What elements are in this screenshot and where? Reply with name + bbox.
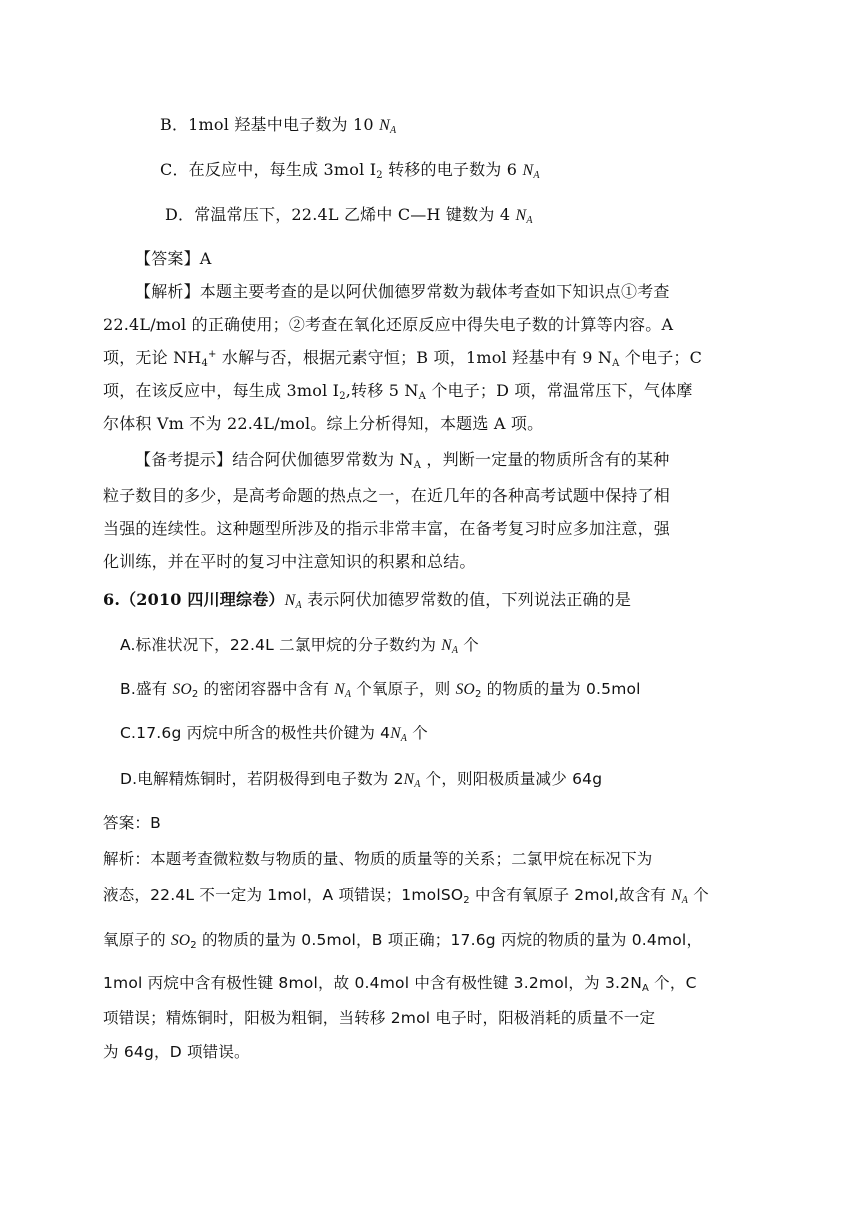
question-6-option-c	[120, 721, 428, 746]
formula-symbol: SO	[170, 932, 191, 949]
analysis-paragraph-line	[103, 412, 543, 436]
analysis-paragraph-line	[103, 313, 673, 337]
exam-tip-line	[135, 448, 669, 472]
avogadro-symbol: N	[284, 592, 296, 609]
text-segment: 个，则阳极质量减少 64g	[420, 770, 603, 788]
avogadro-symbol: N	[403, 771, 415, 788]
subscript: A	[400, 733, 408, 744]
question-6-option-a	[120, 633, 479, 658]
subscript: 2	[376, 170, 383, 181]
subscript: 2	[190, 940, 197, 951]
text-segment: 【答案】A	[135, 249, 212, 268]
text-segment: A.标准状况下，22.4L 二氯甲烷的分子数约为	[120, 636, 442, 654]
subscript: A	[414, 779, 421, 790]
avogadro-symbol: N	[334, 681, 345, 698]
text-segment: 尔体积 Vm 不为 22.4L/mol。综上分析得知，本题选 A 项。	[103, 414, 544, 433]
subscript: 2	[463, 895, 470, 906]
text-segment: 答案：B	[103, 814, 161, 832]
text-segment: 解析：本题考查微粒数与物质的量、物质的质量等的关系；二氯甲烷在标况下为	[103, 850, 653, 868]
question-6-analysis-line	[103, 883, 709, 908]
subscript: A	[681, 895, 689, 906]
text-segment: C.17.6g 丙烷中所含的极性共价键为 4	[120, 724, 391, 742]
analysis-paragraph-line	[103, 346, 702, 370]
text-segment: 个	[688, 886, 709, 904]
text-segment: 个	[458, 636, 479, 654]
question-6-answer	[103, 811, 161, 835]
text-segment: 当强的连续性。这种题型所涉及的指示非常丰富，在备考复习时应多加注意，强	[103, 519, 671, 538]
answer-label	[135, 247, 212, 271]
analysis-paragraph-line	[135, 280, 670, 304]
question-6-analysis-line	[103, 928, 702, 953]
text-segment: ,转移 5 N	[345, 381, 419, 400]
subscript: A	[418, 391, 427, 402]
text-segment: 【备考提示】结合阿伏伽德罗常数为 N	[135, 450, 414, 469]
avogadro-symbol: N	[379, 117, 390, 134]
question-6-analysis-line	[103, 847, 653, 871]
superscript: +	[208, 349, 217, 360]
formula-symbol: SO	[172, 681, 192, 698]
text-segment: 转移的电子数为 6	[382, 160, 523, 179]
subscript: A	[344, 689, 352, 700]
exam-tip-line	[103, 484, 670, 508]
text-segment: 化训练，并在平时的复习中注意知识的积累和总结。	[103, 552, 476, 571]
subscript: A	[642, 983, 650, 994]
text-segment: D.电解精炼铜时，若阴极得到电子数为 2	[120, 770, 404, 788]
exam-tip-line	[103, 550, 476, 574]
text-segment: D．常温常压下，22.4L 乙烯中 C—H 键数为 4	[165, 205, 516, 224]
text-segment: 液态，22.4L 不一定为 1mol，A 项错误；1molSO	[103, 886, 464, 904]
option-b	[160, 113, 396, 138]
text-segment: 粒子数目的多少，是高考命题的热点之一，在近几年的各种高考试题中保持了相	[103, 486, 671, 505]
subscript: A	[533, 170, 540, 181]
question-6-analysis-line	[103, 1006, 655, 1030]
avogadro-symbol: N	[441, 637, 452, 654]
avogadro-symbol: N	[515, 207, 527, 224]
text-segment: 1mol 丙烷中含有极性键 8mol，故 0.4mol 中含有极性键 3.2mol，为 3.2N	[103, 974, 642, 992]
subscript: A	[295, 600, 302, 611]
subscript: A	[526, 215, 533, 226]
text-segment: 中含有氧原子 2mol,故含有	[469, 886, 672, 904]
text-segment: 的物质的量为 0.5mol	[481, 680, 641, 698]
subscript: 2	[474, 689, 482, 700]
subscript: 2	[191, 689, 199, 700]
question-6-analysis-line	[103, 971, 697, 995]
text-segment: 的密闭容器中含有	[198, 680, 335, 698]
question-6-analysis-line	[103, 1040, 250, 1064]
option-c	[160, 158, 540, 183]
text-segment: 的物质的量为 0.5mol，B 项正确；17.6g 丙烷的物质的量为 0.4mol，	[196, 931, 703, 949]
subscript: 4	[201, 358, 209, 369]
text-segment: 氧原子的	[103, 931, 171, 949]
text-segment: B.盛有	[120, 680, 173, 698]
formula-symbol: SO	[455, 681, 475, 698]
subscript: A	[451, 645, 459, 656]
text-segment: 个	[407, 724, 428, 742]
question-6-option-b	[120, 677, 641, 702]
question-number: 6.（2010 四川理综卷）	[103, 590, 285, 609]
avogadro-symbol: N	[390, 725, 401, 742]
subscript: A	[413, 460, 422, 471]
text-segment: B．1mol 羟基中电子数为 10	[160, 115, 380, 134]
text-segment: 水解与否，根据元素守恒；B 项，1mol 羟基中有 9 N	[216, 348, 613, 367]
subscript: A	[612, 358, 620, 369]
text-segment: 【解析】本题主要考查的是以阿伏伽德罗常数为载体考查如下知识点①考查	[135, 282, 670, 301]
subscript: 2	[339, 391, 346, 402]
analysis-paragraph-line	[103, 379, 693, 403]
question-6-option-d	[120, 767, 602, 792]
text-segment: 项，在该反应中，每生成 3mol I	[103, 381, 340, 400]
text-segment: 个电子；C	[619, 348, 703, 367]
text-segment: 个氧原子，则	[351, 680, 456, 698]
text-segment: 个电子；D 项，常温常压下，气体摩	[426, 381, 693, 400]
text-segment: ，判断一定量的物质所含有的某种	[421, 450, 670, 469]
avogadro-symbol: N	[671, 887, 682, 904]
text-segment: 表示阿伏加德罗常数的值，下列说法正确的是	[301, 590, 632, 609]
text-segment: C．在反应中，每生成 3mol I	[160, 160, 377, 179]
question-6-stem	[103, 588, 631, 613]
text-segment: 项，无论 NH	[103, 348, 202, 367]
text-segment: 个，C	[649, 974, 697, 992]
avogadro-symbol: N	[522, 162, 534, 179]
text-segment: 22.4L/mol 的正确使用；②考查在氧化还原反应中得失电子数的计算等内容。A	[103, 315, 674, 334]
text-segment: 为 64g，D 项错误。	[103, 1043, 250, 1061]
text-segment: 项错误；精炼铜时，阳极为粗铜，当转移 2mol 电子时，阳极消耗的质量不一定	[103, 1009, 656, 1027]
subscript: A	[389, 125, 397, 136]
option-d	[165, 203, 533, 228]
exam-tip-line	[103, 517, 670, 541]
